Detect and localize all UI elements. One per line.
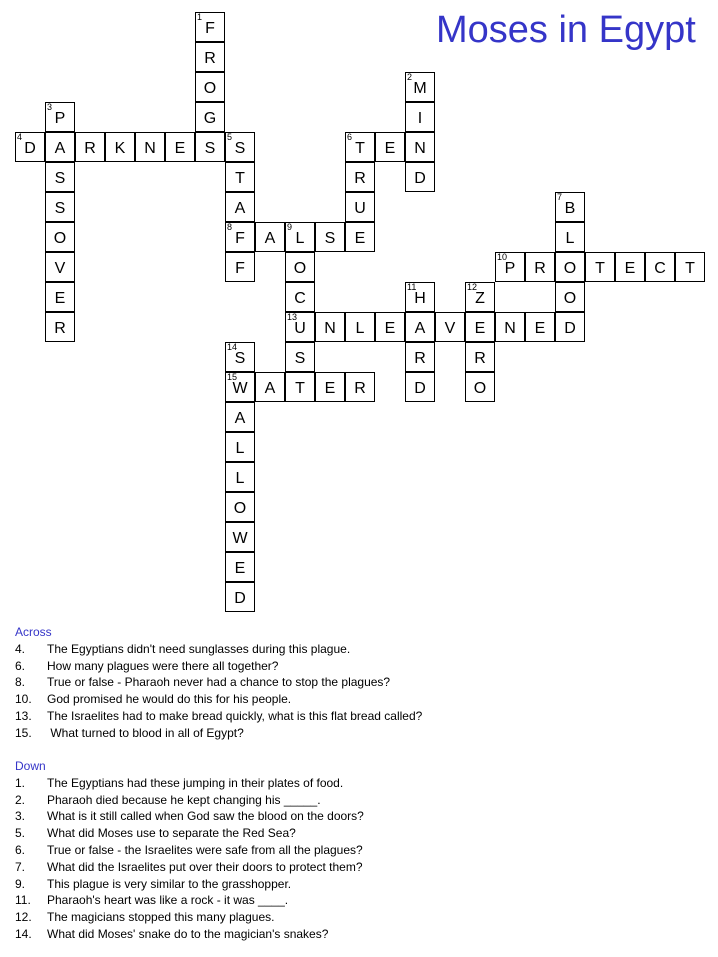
crossword-cell[interactable]: [465, 282, 495, 312]
cell-letter: B: [564, 200, 576, 217]
cell-letter: H: [414, 290, 426, 307]
clue-number: 8.: [15, 675, 26, 690]
crossword-cell[interactable]: [345, 162, 375, 192]
cell-letter: E: [234, 560, 246, 577]
crossword-cell[interactable]: [285, 312, 315, 342]
cell-letter: F: [205, 20, 215, 37]
across-heading: Across: [15, 625, 52, 639]
cell-letter: E: [534, 320, 546, 337]
clue-number: 13.: [15, 708, 32, 723]
down-clue: [15, 792, 364, 809]
crossword-cell[interactable]: [495, 252, 525, 282]
crossword-cell[interactable]: [645, 252, 675, 282]
cell-letter: R: [414, 350, 426, 367]
cell-letter: V: [444, 320, 456, 337]
crossword-cell[interactable]: [405, 312, 435, 342]
crossword-cell[interactable]: [195, 102, 225, 132]
cell-letter: R: [54, 320, 66, 337]
cell-letter: T: [235, 170, 245, 187]
clue-number: 1.: [15, 775, 26, 790]
crossword-cell[interactable]: [195, 42, 225, 72]
cell-letter: E: [474, 320, 486, 337]
crossword-cell[interactable]: [525, 252, 555, 282]
clue-number: 11.: [15, 893, 31, 908]
crossword-cell[interactable]: [405, 282, 435, 312]
cell-letter: W: [232, 530, 248, 547]
crossword-cell[interactable]: [285, 282, 315, 312]
clue-text: How many plagues were there all together?: [47, 658, 279, 673]
crossword-cell[interactable]: [225, 522, 255, 552]
cell-letter: R: [204, 50, 216, 67]
crossword-cell[interactable]: [15, 132, 45, 162]
across-clues: [15, 624, 422, 742]
cell-letter: L: [565, 230, 575, 247]
cell-letter: U: [354, 200, 366, 217]
across-clue: [15, 708, 422, 725]
crossword-cell[interactable]: [225, 372, 255, 402]
crossword-cell[interactable]: [45, 192, 75, 222]
crossword-cell[interactable]: [315, 222, 345, 252]
crossword-cell[interactable]: [165, 132, 195, 162]
crossword-cell[interactable]: [495, 312, 525, 342]
crossword-cell[interactable]: [45, 162, 75, 192]
crossword-cell[interactable]: [75, 132, 105, 162]
crossword-cell[interactable]: [225, 252, 255, 282]
crossword-cell[interactable]: [405, 72, 435, 102]
cell-number: 7: [557, 192, 563, 202]
cell-letter: S: [204, 140, 216, 157]
down-clues: [15, 758, 364, 943]
crossword-cell[interactable]: [375, 132, 405, 162]
cell-letter: D: [414, 380, 426, 397]
crossword-cell[interactable]: [465, 342, 495, 372]
cell-letter: O: [293, 260, 307, 277]
down-clue: [15, 909, 364, 926]
cell-letter: S: [54, 200, 66, 217]
cell-letter: P: [54, 110, 66, 127]
cell-number: 9: [287, 222, 293, 232]
crossword-cell[interactable]: [225, 162, 255, 192]
cell-letter: D: [414, 170, 426, 187]
crossword-cell[interactable]: [105, 132, 135, 162]
down-clue-list: [15, 775, 364, 943]
cell-letter: L: [235, 440, 245, 457]
cell-number: 14: [227, 342, 238, 352]
cell-number: 15: [227, 372, 238, 382]
cell-letter: A: [234, 410, 246, 427]
cell-letter: R: [354, 170, 366, 187]
cell-letter: D: [234, 590, 246, 607]
cell-letter: E: [354, 230, 366, 247]
clue-number: 9.: [15, 876, 26, 891]
clue-number: 14.: [15, 926, 32, 941]
cell-number: 13: [287, 312, 298, 322]
cell-letter: F: [235, 260, 245, 277]
clue-text: True or false - Pharaoh never had a chance to stop the plagues?: [47, 675, 391, 690]
cell-letter: D: [564, 320, 576, 337]
cell-letter: W: [232, 380, 248, 397]
cell-letter: L: [355, 320, 365, 337]
crossword-cell[interactable]: [405, 162, 435, 192]
crossword-cell[interactable]: [45, 222, 75, 252]
crossword-cell[interactable]: [555, 312, 585, 342]
clue-text: What is it still called when God saw the blood on the doors?: [47, 809, 364, 824]
cell-letter: T: [355, 140, 365, 157]
cell-letter: O: [203, 80, 217, 97]
across-clue: [15, 725, 422, 742]
cell-letter: N: [144, 140, 156, 157]
cell-letter: A: [414, 320, 426, 337]
cell-number: 8: [227, 222, 233, 232]
cell-letter: S: [294, 350, 306, 367]
crossword-cell[interactable]: [375, 312, 405, 342]
cell-letter: P: [504, 260, 516, 277]
crossword-cell[interactable]: [135, 132, 165, 162]
clue-text: The Israelites had to make bread quickly, what is this flat bread called?: [47, 708, 423, 723]
cell-letter: S: [234, 350, 246, 367]
crossword-cell[interactable]: [225, 402, 255, 432]
clue-number: 6.: [15, 658, 26, 673]
cell-number: 5: [227, 132, 233, 142]
crossword-cell[interactable]: [555, 252, 585, 282]
clue-number: 2.: [15, 792, 26, 807]
cell-letter: Z: [475, 290, 485, 307]
crossword-cell[interactable]: [225, 342, 255, 372]
across-clue: [15, 691, 422, 708]
crossword-cell[interactable]: [195, 72, 225, 102]
down-clue: [15, 859, 364, 876]
cell-letter: R: [534, 260, 546, 277]
clue-text: What did Moses' snake do to the magician's snakes?: [47, 926, 329, 941]
crossword-cell[interactable]: [525, 312, 555, 342]
cell-letter: L: [235, 470, 245, 487]
page-title: Moses in Egypt: [436, 9, 696, 51]
across-clue: [15, 674, 422, 691]
cell-letter: U: [294, 320, 306, 337]
crossword-cell[interactable]: [225, 222, 255, 252]
crossword-cell[interactable]: [45, 252, 75, 282]
crossword-cell[interactable]: [345, 192, 375, 222]
crossword-cell[interactable]: [465, 312, 495, 342]
cell-number: 6: [347, 132, 353, 142]
clue-number: 10.: [15, 692, 32, 707]
clue-number: 3.: [15, 809, 26, 824]
clue-text: The Egyptians didn't need sunglasses during this plague.: [47, 641, 351, 656]
cell-letter: N: [414, 140, 426, 157]
clue-text: What did the Israelites put over their doors to protect them?: [47, 859, 363, 874]
down-clue: [15, 825, 364, 842]
crossword-cell[interactable]: [225, 432, 255, 462]
crossword-cell[interactable]: [225, 582, 255, 612]
cell-number: 11: [407, 282, 417, 292]
clue-text: Pharaoh's heart was like a rock - it was ____.: [47, 893, 289, 908]
cell-letter: N: [324, 320, 336, 337]
clue-number: 6.: [15, 842, 26, 857]
crossword-cell[interactable]: [555, 222, 585, 252]
crossword-cell[interactable]: [675, 252, 705, 282]
cell-letter: S: [234, 140, 246, 157]
crossword-cell[interactable]: [435, 312, 465, 342]
crossword-cell[interactable]: [585, 252, 615, 282]
cell-letter: O: [233, 500, 247, 517]
crossword-cell[interactable]: [225, 132, 255, 162]
crossword-cell[interactable]: [285, 252, 315, 282]
crossword-cell[interactable]: [345, 372, 375, 402]
cell-letter: A: [54, 140, 66, 157]
crossword-cell[interactable]: [45, 102, 75, 132]
cell-letter: R: [474, 350, 486, 367]
crossword-cell[interactable]: [225, 462, 255, 492]
cell-letter: C: [654, 260, 666, 277]
cell-number: 2: [407, 72, 413, 82]
across-clue: [15, 641, 422, 658]
cell-letter: M: [413, 80, 427, 97]
cell-letter: O: [563, 260, 577, 277]
down-clue: [15, 808, 364, 825]
crossword-cell[interactable]: [465, 372, 495, 402]
crossword-cell[interactable]: [195, 12, 225, 42]
crossword-cell[interactable]: [345, 312, 375, 342]
cell-letter: E: [384, 320, 396, 337]
down-heading: Down: [15, 759, 46, 773]
cell-letter: O: [53, 230, 67, 247]
clue-text: God promised he would do this for his people.: [47, 692, 292, 707]
crossword-cell[interactable]: [255, 222, 285, 252]
crossword-cell[interactable]: [315, 372, 345, 402]
cell-letter: A: [264, 380, 276, 397]
clue-number: 12.: [15, 910, 32, 925]
cell-number: 12: [467, 282, 478, 292]
crossword-cell[interactable]: [225, 192, 255, 222]
clue-text: The magicians stopped this many plagues.: [47, 910, 275, 925]
crossword-cell[interactable]: [255, 372, 285, 402]
cell-number: 4: [17, 132, 23, 142]
cell-letter: T: [295, 380, 305, 397]
cell-number: 10: [497, 252, 508, 262]
cell-letter: E: [324, 380, 336, 397]
cell-letter: O: [563, 290, 577, 307]
crossword-cell[interactable]: [45, 132, 75, 162]
clue-text: What turned to blood in all of Egypt?: [47, 725, 244, 740]
cell-letter: I: [417, 110, 423, 127]
clue-number: 7.: [15, 859, 26, 874]
cell-letter: S: [54, 170, 66, 187]
crossword-cell[interactable]: [45, 282, 75, 312]
crossword-cell[interactable]: [405, 102, 435, 132]
clue-text: The Egyptians had these jumping in their plates of food.: [47, 775, 344, 790]
crossword-cell[interactable]: [285, 222, 315, 252]
crossword-cell[interactable]: [405, 132, 435, 162]
cell-letter: E: [54, 290, 66, 307]
cell-letter: F: [235, 230, 245, 247]
crossword-cell[interactable]: [615, 252, 645, 282]
cell-letter: K: [114, 140, 126, 157]
clue-text: What did Moses use to separate the Red Sea?: [47, 826, 296, 841]
down-clue: [15, 775, 364, 792]
cell-letter: A: [264, 230, 276, 247]
cell-letter: L: [295, 230, 305, 247]
crossword-cell[interactable]: [45, 312, 75, 342]
down-clue: [15, 926, 364, 943]
down-clue: [15, 876, 364, 893]
crossword-cell[interactable]: [405, 372, 435, 402]
crossword-cell[interactable]: [345, 132, 375, 162]
cell-letter: A: [234, 200, 246, 217]
crossword-cell[interactable]: [555, 282, 585, 312]
crossword-cell[interactable]: [195, 132, 225, 162]
clue-number: 4.: [15, 641, 26, 656]
cell-number: 1: [197, 12, 203, 22]
clue-text: True or false - the Israelites were safe from all the plagues?: [47, 842, 363, 857]
crossword-cell[interactable]: [285, 372, 315, 402]
cell-letter: R: [354, 380, 366, 397]
cell-letter: E: [384, 140, 396, 157]
cell-number: 3: [47, 102, 53, 112]
crossword-cell[interactable]: [285, 342, 315, 372]
cell-letter: V: [54, 260, 66, 277]
cell-letter: E: [174, 140, 186, 157]
cell-letter: N: [504, 320, 516, 337]
crossword-cell[interactable]: [225, 552, 255, 582]
crossword-cell[interactable]: [315, 312, 345, 342]
cell-letter: E: [624, 260, 636, 277]
cell-letter: O: [473, 380, 487, 397]
clue-number: 15.: [15, 725, 32, 740]
cell-letter: G: [203, 110, 217, 127]
crossword-cell[interactable]: [345, 222, 375, 252]
cell-letter: T: [685, 260, 695, 277]
clue-text: This plague is very similar to the grasshopper.: [47, 876, 292, 891]
cell-letter: S: [324, 230, 336, 247]
across-clue-list: [15, 641, 422, 742]
clue-text: Pharaoh died because he kept changing his _____.: [47, 792, 321, 807]
down-clue: [15, 842, 364, 859]
down-clue: [15, 892, 364, 909]
cell-letter: R: [84, 140, 96, 157]
crossword-cell[interactable]: [225, 492, 255, 522]
across-clue: [15, 658, 422, 675]
crossword-cell[interactable]: [405, 342, 435, 372]
crossword-cell[interactable]: [555, 192, 585, 222]
cell-letter: T: [595, 260, 605, 277]
clue-number: 5.: [15, 826, 26, 841]
cell-letter: C: [294, 290, 306, 307]
cell-letter: D: [24, 140, 36, 157]
